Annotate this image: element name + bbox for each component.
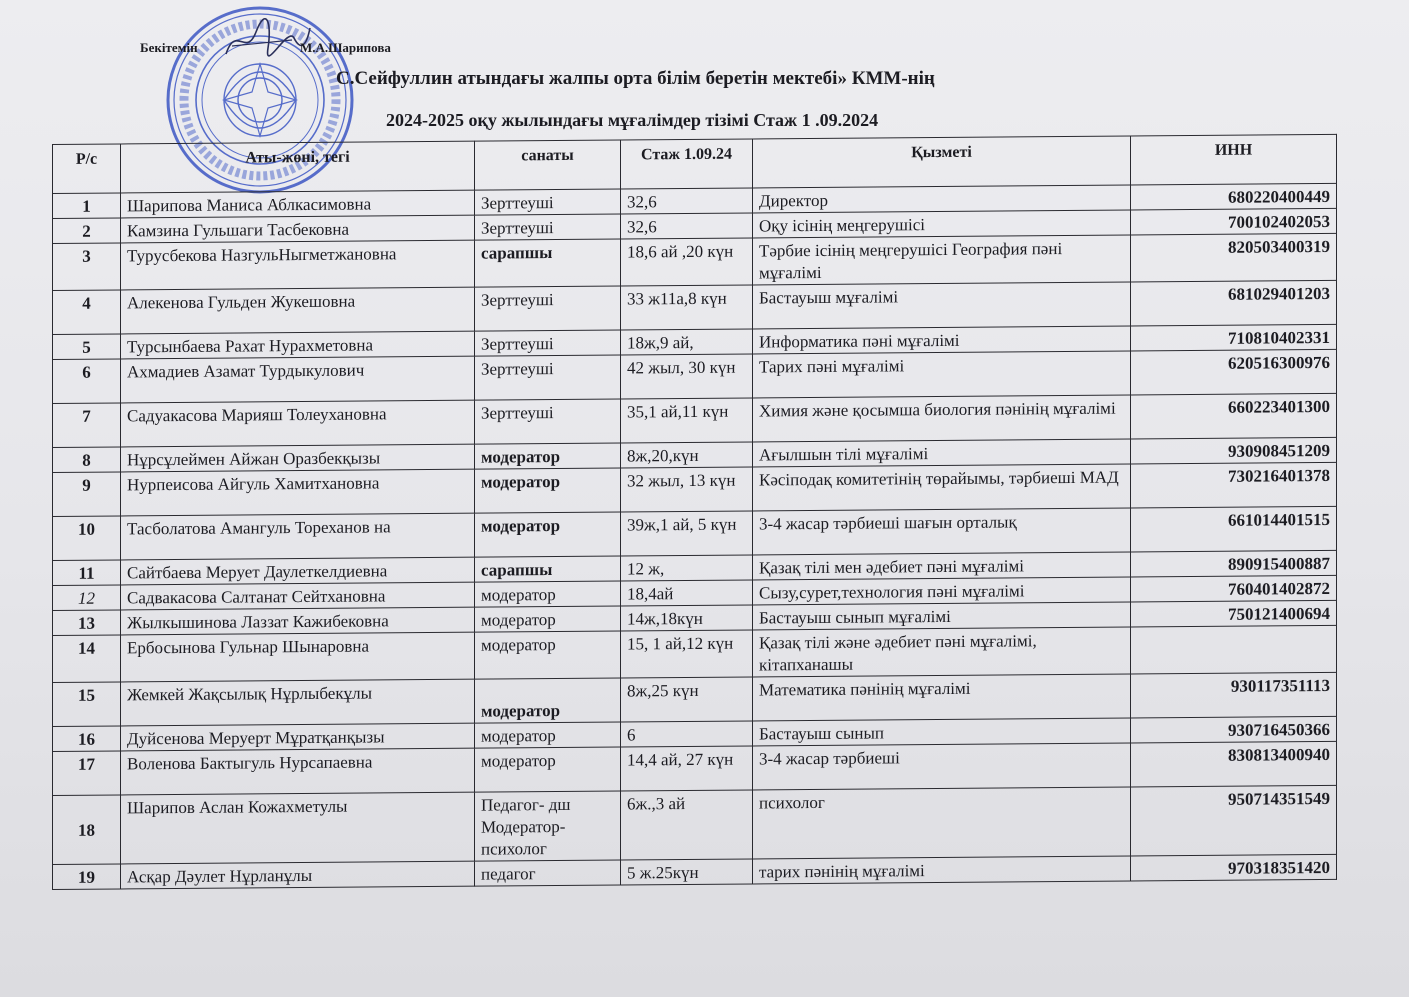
column-header-number: Р/с	[53, 144, 121, 194]
teacher-experience: 32,6	[621, 213, 753, 239]
teacher-iin: 830813400940	[1131, 741, 1337, 787]
teacher-position: Химия және қосымша биология пәнінің мұғалімі	[753, 395, 1131, 442]
teacher-iin	[1131, 625, 1337, 674]
teacher-category: модератор	[475, 606, 621, 632]
teacher-position: Бастауыш мұғалімі	[753, 282, 1131, 329]
teacher-experience: 18,6 ай ,20 күн	[621, 238, 753, 286]
teacher-iin: 660223401300	[1131, 393, 1337, 439]
teacher-experience: 6ж.,3 ай	[621, 790, 753, 860]
teacher-category: педагог	[475, 860, 621, 886]
teacher-iin: 930716450366	[1131, 716, 1337, 743]
teacher-iin: 930908451209	[1131, 437, 1337, 464]
row-number: 15	[53, 682, 121, 727]
row-number: 11	[53, 560, 121, 586]
teacher-category: Зерттеуші	[475, 189, 621, 215]
teacher-name: Асқар Дәулет Нұрланұлы	[121, 861, 475, 889]
teacher-category: Педагог- дш Модератор-психолог	[475, 791, 621, 861]
teacher-name: Шарипова Маниса Аблкасимовна	[121, 190, 475, 218]
teacher-experience: 14ж,18күн	[621, 605, 753, 631]
column-header-position: Қызметі	[753, 136, 1131, 188]
teacher-iin: 710810402331	[1131, 324, 1337, 351]
row-number: 19	[53, 864, 121, 890]
column-header-experience: Стаж 1.09.24	[621, 139, 753, 189]
teacher-experience: 6	[621, 721, 753, 747]
teacher-category: сарапшы	[475, 239, 621, 287]
teacher-category: сарапшы	[475, 556, 621, 582]
teacher-position: Тәрбие ісінің меңгерушісі География пәні мұғалімі	[753, 235, 1131, 285]
teacher-experience: 12 ж,	[621, 555, 753, 581]
teachers-table	[52, 134, 1337, 890]
teacher-experience: 5 ж.25күн	[621, 859, 753, 885]
teacher-experience: 18,4ай	[621, 580, 753, 606]
column-header-category: санаты	[475, 140, 621, 190]
row-number: 4	[53, 290, 121, 335]
approve-label: Бекітемін	[140, 40, 198, 55]
teacher-position: Бастауыш сынып	[753, 718, 1131, 746]
teacher-iin: 680220400449	[1131, 183, 1337, 210]
teacher-position: Сызу,сурет,технология пәні мұғалімі	[753, 577, 1131, 605]
row-number: 1	[53, 193, 121, 219]
teacher-category: модератор	[475, 443, 621, 469]
teacher-iin: 890915400887	[1131, 550, 1337, 577]
teacher-category: Зерттеуші	[475, 214, 621, 240]
column-header-name: Аты-жөні, тегі	[121, 141, 475, 193]
teacher-position: Тарих пәні мұғалімі	[753, 351, 1131, 398]
teacher-name: Ахмадиев Азамат Турдыкулович	[121, 356, 475, 403]
row-number: 14	[53, 635, 121, 683]
teacher-iin: 950714351549	[1131, 785, 1337, 856]
row-number: 17	[53, 751, 121, 796]
teacher-position: Информатика пәні мұғалімі	[753, 326, 1131, 354]
teacher-category: Зерттеуші	[475, 355, 621, 400]
teacher-position: 3-4 жасар тәрбиеші шағын орталық	[753, 508, 1131, 555]
column-header-iin: ИНН	[1131, 134, 1337, 185]
teacher-name: Алекенова Гульден Жукешовна	[121, 287, 475, 334]
teacher-iin: 760401402872	[1131, 575, 1337, 602]
teacher-name: Дуйсенова Меруерт Мұратқанқызы	[121, 723, 475, 751]
teacher-position: Қазақ тілі және әдебиет пәні мұғалімі, кітапханашы	[753, 627, 1131, 677]
teacher-experience: 35,1 ай,11 күн	[621, 398, 753, 443]
teacher-name: Турусбекова НазгульНыгметжановна	[121, 240, 475, 290]
teacher-name: Камзина Гульшаги Тасбековна	[121, 215, 475, 243]
teacher-category: модератор	[475, 581, 621, 607]
row-number: 7	[53, 403, 121, 448]
teacher-name: Жылкышинова Лаззат Кажибековна	[121, 607, 475, 635]
teacher-iin: 661014401515	[1131, 506, 1337, 552]
document-title: С.Сейфуллин атындағы жалпы орта білім беретін мектебі» КММ-нің	[336, 68, 935, 89]
teacher-category: модератор	[475, 747, 621, 792]
row-number: 13	[53, 610, 121, 636]
teacher-experience: 8ж,25 күн	[621, 677, 753, 722]
teacher-iin: 820503400319	[1131, 233, 1337, 282]
row-number: 18	[53, 795, 121, 865]
teacher-category: модератор	[475, 678, 621, 723]
teacher-name: Сайтбаева Мерует Даулеткелдиевна	[121, 557, 475, 585]
row-number: 6	[53, 359, 121, 404]
teacher-category: Зерттеуші	[475, 330, 621, 356]
teacher-experience: 18ж,9 ай,	[621, 329, 753, 355]
teacher-position: Математика пәнінің мұғалімі	[753, 674, 1131, 721]
document-subtitle: 2024-2025 оқу жылындағы мұғалімдер тізімі Стаж 1 .09.2024	[386, 110, 879, 130]
teacher-category: модератор	[475, 468, 621, 513]
teacher-experience: 14,4 ай, 27 күн	[621, 746, 753, 791]
teacher-experience: 39ж,1 ай, 5 күн	[621, 511, 753, 556]
teacher-name: Садвакасова Салтанат Сейтхановна	[121, 582, 475, 610]
row-number: 5	[53, 334, 121, 360]
teacher-category: Зерттеуші	[475, 399, 621, 444]
teacher-iin: 681029401203	[1131, 280, 1337, 326]
teacher-name: Воленова Бактыгуль Нурсапаевна	[121, 748, 475, 795]
row-number: 16	[53, 726, 121, 752]
teacher-name: Нурпеисова Айгуль Хамитхановна	[121, 469, 475, 516]
row-number: 2	[53, 218, 121, 244]
teacher-experience: 32 жыл, 13 күн	[621, 467, 753, 512]
teacher-experience: 42 жыл, 30 күн	[621, 354, 753, 399]
signature-mark	[222, 18, 312, 62]
approver-name: М.А.Шарипова	[300, 40, 391, 55]
teacher-experience: 15, 1 ай,12 күн	[621, 630, 753, 678]
teacher-position: Ағылшын тілі мұғалімі	[753, 439, 1131, 467]
teacher-position: Оқу ісінің меңгерушісі	[753, 210, 1131, 238]
table-row	[53, 785, 1337, 864]
teacher-name: Ербосынова Гульнар Шынаровна	[121, 632, 475, 682]
row-number: 8	[53, 447, 121, 473]
row-number: 3	[53, 243, 121, 291]
teacher-position: Директор	[753, 185, 1131, 213]
teacher-category: модератор	[475, 722, 621, 748]
teacher-iin: 930117351113	[1131, 672, 1337, 718]
row-number: 10	[53, 516, 121, 561]
teacher-iin: 750121400694	[1131, 600, 1337, 627]
teacher-name: Садуакасова Марияш Толеухановна	[121, 400, 475, 447]
teacher-name: Шарипов Аслан Кожахметулы	[121, 792, 475, 864]
teacher-name: Нұрсұлеймен Айжан Оразбекқызы	[121, 444, 475, 472]
teacher-iin: 730216401378	[1131, 462, 1337, 508]
teacher-position: психолог	[753, 787, 1131, 859]
row-number: 9	[53, 472, 121, 517]
teacher-position: Кәсіподақ комитетінің төрайымы, тәрбиеші МАД	[753, 464, 1131, 511]
teacher-name: Тасболатова Амангуль Тореханов на	[121, 513, 475, 560]
teacher-category: модератор	[475, 631, 621, 679]
teacher-iin: 700102402053	[1131, 208, 1337, 235]
teacher-experience: 33 ж11а,8 күн	[621, 285, 753, 330]
teacher-experience: 8ж,20,күн	[621, 442, 753, 468]
teacher-position: 3-4 жасар тәрбиеші	[753, 743, 1131, 790]
teacher-iin: 620516300976	[1131, 349, 1337, 395]
teacher-experience: 32,6	[621, 188, 753, 214]
teacher-name: Жемкей Жақсылық Нұрлыбекұлы	[121, 679, 475, 726]
teacher-category: модератор	[475, 512, 621, 557]
teacher-category: Зерттеуші	[475, 286, 621, 331]
teacher-position: Қазақ тілі мен әдебиет пәні мұғалімі	[753, 552, 1131, 580]
teacher-iin: 970318351420	[1131, 854, 1337, 881]
teacher-position: Бастауыш сынып мұғалімі	[753, 602, 1131, 630]
teacher-name: Турсынбаева Рахат Нурахметовна	[121, 331, 475, 359]
teacher-position: тарих пәнінің мұғалімі	[753, 856, 1131, 884]
row-number: 12	[53, 585, 121, 611]
